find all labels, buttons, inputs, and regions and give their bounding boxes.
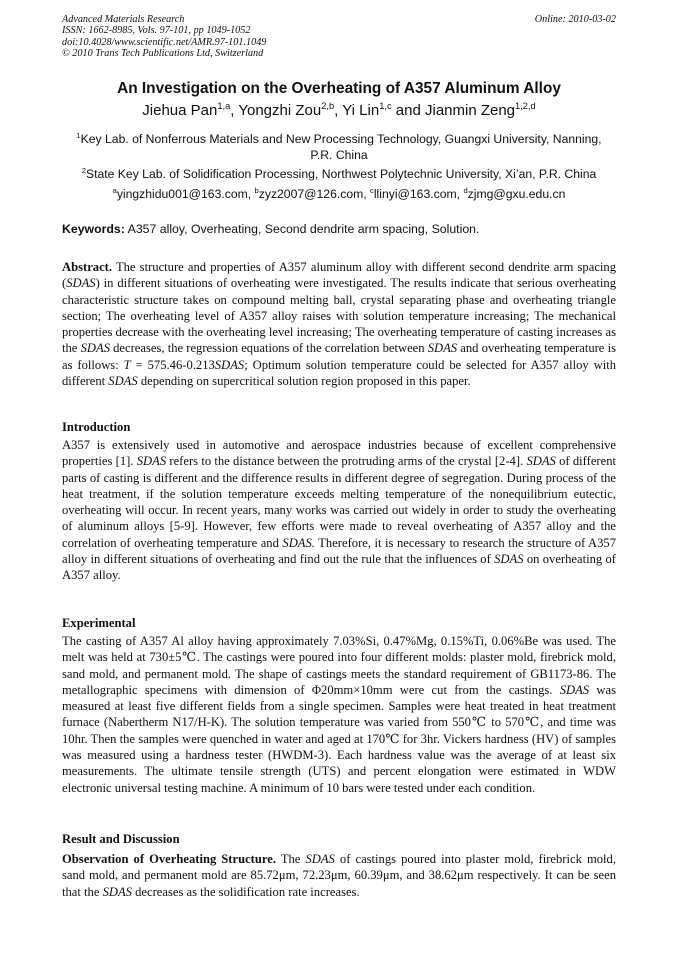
introduction-heading: Introduction: [62, 420, 131, 434]
author-name: Yongzhi Zou: [238, 102, 322, 119]
email-sup: d: [463, 185, 468, 195]
text-run: ) in different situations of overheating were investigated. The results indicate that serious overheating characteristic structure takes on compound melting ball, crystal separating phase and overheating triangle section; The overheating level of A357 alloy raises with solution temperature increasing; The mechanical properties decrease with the overheating level increasing; The overheating temperature of casting increases as the: [62, 276, 616, 356]
email-separator: ,: [247, 187, 255, 201]
italic-term: SDAS: [526, 454, 556, 469]
email-sup: b: [254, 185, 259, 195]
abstract: [62, 259, 616, 389]
author-name: Yi Lin: [342, 102, 380, 119]
email-address: yingzhidu001@163.com: [116, 187, 248, 201]
text-run: The structure and properties of A357 aluminum alloy with different second dendrite arm spacing (: [62, 260, 616, 291]
text-run: decreases as the solidification rate increases.: [131, 884, 360, 899]
text-run: of different parts of casting is different and the difference results in different degree of segregation. During process of the heat treatment, if the solution temperature exceeds melting temperature of the nonequilibrium eutectic, overheating will occur. In recent years, many works was carried out widely in order to study the overheating of aluminum alloys [5-9]. However, few efforts were made to reveal overheating of A357 alloy and the correlation of overheating temperature and: [62, 454, 616, 550]
italic-term: SDAS: [214, 357, 245, 372]
issn-line: ISSN: 1662-8985, Vols. 97-101, pp 1049-1052: [62, 25, 251, 37]
author-separator: ,: [230, 102, 239, 119]
text-run: Therefore, it is necessary to research the structure of A357 alloy in different situations of overheating and find out the rule that the influences of: [62, 535, 617, 567]
email-sup: c: [370, 185, 374, 195]
email-address: zjmg@gxu.edu.cn: [467, 187, 566, 201]
keywords-label: Keywords:: [62, 222, 125, 236]
paper-title: An Investigation on the Overheating of A357 Aluminum Alloy: [117, 80, 561, 97]
text-run: The: [275, 852, 306, 866]
italic-term: SDAS: [559, 682, 590, 697]
italic-term: SDAS: [494, 552, 524, 567]
italic-term: T: [123, 357, 131, 372]
author-emails: [40, 187, 638, 201]
affiliation-text: State Key Lab. of Solidification Processing, Northwest Polytechnic University, Xi’an, P.R. China: [85, 167, 597, 181]
online-date: Online: 2010-03-02: [534, 14, 616, 25]
keywords-text: A357 alloy, Overheating, Second dendrite arm spacing, Solution.: [124, 222, 480, 236]
results-text: [62, 851, 616, 900]
keywords: [62, 222, 616, 236]
email-address: llinyi@163.com: [373, 187, 457, 201]
author-sup: 1,a: [217, 101, 231, 111]
doi-line: doi:10.4028/www.scientific.net/AMR.97-101.1049: [62, 36, 267, 48]
affiliation-sup: 2: [81, 165, 86, 175]
journal-header: [62, 14, 616, 60]
abstract-label: Abstract.: [62, 260, 113, 274]
italic-term: SDAS: [80, 341, 110, 356]
results-subheading: Observation of Overheating Structure.: [62, 852, 276, 866]
experimental-heading: Experimental: [62, 616, 136, 630]
affiliation-text: Key Lab. of Nonferrous Materials and New Processing Technology, Guangxi University, Nanning, P.R. China: [80, 132, 602, 162]
text-run: = 575.46-0.213: [130, 357, 215, 372]
copyright-line: © 2010 Trans Tech Publications Ltd, Switzerland: [62, 48, 264, 60]
introduction-text: [62, 437, 616, 584]
author-name: Jianmin Zeng: [424, 102, 516, 119]
text-run: A357 is extensively used in automotive and aerospace industries because of excellent comprehensive properties [1].: [62, 438, 616, 469]
italic-term: SDAS: [102, 884, 132, 899]
journal-name: Advanced Materials Research: [62, 14, 185, 25]
author-name: Jiehua Pan: [142, 102, 218, 119]
author-sup: 1,c: [379, 101, 392, 111]
italic-term: SDAS: [136, 454, 167, 469]
affiliation-sup: 1: [76, 130, 81, 140]
author-sup: 1,2,d: [515, 101, 536, 111]
text-run: of castings poured into plaster mold, firebrick mold, sand mold, and permanent mold are 85.72μm, 72.23μm, 60.39μm, and 38.62μm respectively. It can be seen that the: [62, 852, 616, 899]
affiliation-2: [70, 166, 608, 182]
email-separator: ,: [456, 187, 464, 201]
experimental-text: [62, 633, 616, 796]
text-run: decreases, the regression equations of the correlation between: [109, 341, 428, 356]
text-run: and overheating temperature is as follows:: [62, 341, 616, 372]
email-sup: a: [112, 185, 117, 195]
text-run: refers to the distance between the protruding arms of the crystal [2-4].: [166, 454, 527, 469]
author-sup: 2,b: [321, 101, 335, 111]
italic-term: SDAS: [66, 276, 96, 291]
results-heading: Result and Discussion: [62, 832, 180, 846]
italic-term: SDAS: [108, 374, 138, 389]
email-separator: ,: [363, 187, 371, 201]
text-run: The casting of A357 Al alloy having approximately 7.03%Si, 0.47%Mg, 0.15%Ti, 0.06%Be was used. The melt was held at 730±5℃. The castings were poured into four different molds: plaster mold, firebrick mold, sand mold, and permanent mold. The shape of castings meets the standard requirement of GB1173-86. The metallographic specimens with dimension of Φ20mm×10mm were cut from the castings.: [62, 634, 616, 697]
italic-term: SDAS: [427, 341, 458, 356]
text-run: depending on supercritical solution region proposed in this paper.: [137, 374, 471, 389]
italic-term: SDAS.: [282, 535, 315, 550]
italic-term: SDAS: [305, 852, 335, 866]
author-separator: and: [391, 102, 425, 119]
text-run: on overheating of A357 alloy.: [62, 552, 616, 583]
affiliation-1: [70, 131, 608, 163]
author-list: [40, 102, 638, 119]
text-run: ; Optimum solution temperature could be selected for A357 alloy with different: [62, 357, 616, 389]
email-address: zyz2007@126.com: [258, 187, 364, 201]
author-separator: ,: [334, 102, 343, 119]
text-run: was measured at least five different fields from a single specimen. Samples were heat treated in heat treatment furnace (Nabertherm N17/H-K). The solution temperature was varied from 550℃ to 570℃, and time was 10hr. Then the samples were quenched in water and aged at 170℃ for 3hr. Vickers hardness (HV) of samples was measured using a hardness tester (HWDM-3). Each hardness value was the average of at least six measurements. The ultimate tensile strength (UTS) and percent elongation were estimated in WDW electronic universal testing machine. A minimum of 10 bars were tested under each condition.: [62, 682, 616, 795]
